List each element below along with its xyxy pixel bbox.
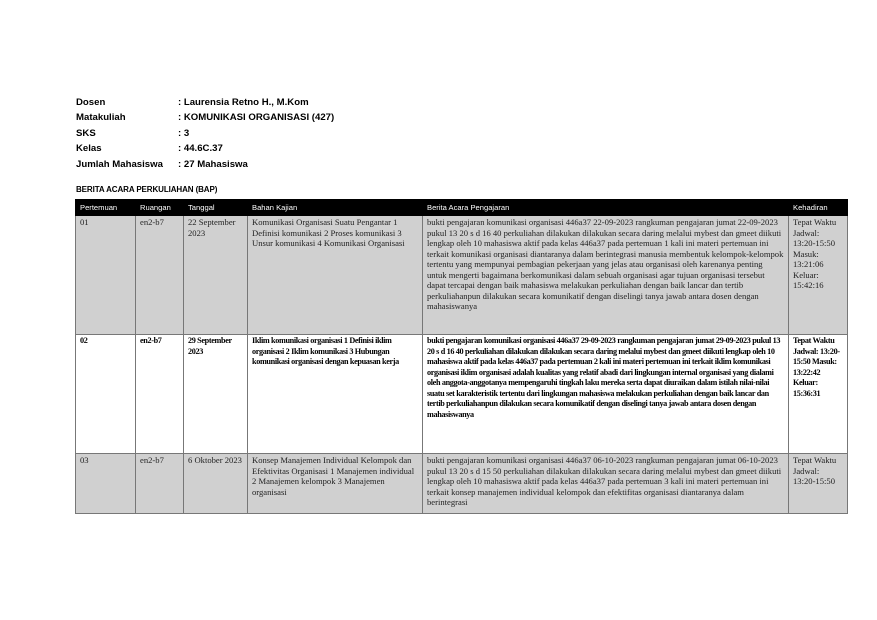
header-pertemuan: Pertemuan	[76, 200, 136, 216]
cell-bahan-kajian: Komunikasi Organisasi Suatu Pengantar 1 Definisi komunikasi 2 Proses komunikasi 3 Unsur komunikasi 4 Komunikasi Organisasi	[248, 216, 423, 335]
berita-acara-text: bukti pengajaran komunikasi organisasi 446a37 06-10-2023 rangkuman pengajaran jumat 06-10-2023 pukul 13 20 s d 15 50 perkuliahan dilakukan dilakukan secara daring melalui mybest dan gmeet diikuti lengkap oleh 10 mahasiswa aktif pada kelas 446a37 pada pertemuan 3 kali ini materi pertemuan ini terkait konsep manajemen individual kelompok dan efektifitas organisasi diantaranya dalam berintegrasi	[427, 455, 782, 507]
info-value: : Laurensia Retno H., M.Kom	[178, 97, 309, 108]
cell-pertemuan: 02	[76, 335, 136, 454]
cell-kehadiran: Tepat Waktu Jadwal: 13:20-15:50	[789, 454, 848, 514]
cell-berita-acara	[423, 454, 789, 514]
cell-ruangan: en2-b7	[136, 216, 184, 335]
cell-berita-acara: bukti pengajaran komunikasi organisasi 446a37 29-09-2023 rangkuman pengajaran jumat 29-09-2023 pukul 13 20 s d 16 40 perkuliahan dilakukan dilakukan secara daring melalui mybest dan gmeet diikuti lengkap oleh 10 mahasiswa aktif pada kelas 446a37 pada pertemuan 2 kali ini materi pertemuan ini terkait iklim komunikasi organisasi iklim organisasi adalah kualitas yang relatif abadi dari lingkungan internal organisasi yang dialami oleh anggota-anggotanya mempengaruhi tingkah laku mereka serta dapat diuraikan dalam istilah nilai-nilai suatu set karakteristik tertentu dari lingkungan mahasiswa melakukan perkuliahan dengan baik lancar dan tertib perkuliahanpun dilakukan secara komunikatif dengan diselingi tanya jawab antara dosen dengan mahasiswanya	[423, 335, 789, 454]
header-ruangan: Ruangan	[136, 200, 184, 216]
cell-bahan-kajian: Iklim komunikasi organisasi 1 Definisi iklim organisasi 2 Iklim komunikasi 3 Hubungan komunikasi organisasi dengan kepuasan kerja	[248, 335, 423, 454]
cell-kehadiran: Tepat Waktu Jadwal: 13:20-15:50 Masuk: 13:22:42 Keluar: 15:36:31	[789, 335, 848, 454]
table-row	[76, 454, 848, 514]
info-row-jumlah-mahasiswa	[76, 157, 334, 172]
table-row	[76, 216, 848, 335]
info-label: Jumlah Mahasiswa	[76, 158, 163, 170]
info-value: : 3	[178, 127, 190, 139]
bap-title: BERITA ACARA PERKULIAHAN (BAP)	[76, 185, 218, 194]
cell-bahan-kajian: Konsep Manajemen Individual Kelompok dan Efektivitas Organisasi 1 Manajemen individual 2 Manajemen kelompok 3 Manajemen organisasi	[248, 454, 423, 514]
info-row-matakuliah	[76, 110, 334, 125]
info-value: : 44.6C.37	[178, 143, 223, 155]
table-row	[76, 335, 848, 454]
cell-tanggal: 22 September 2023	[184, 216, 248, 335]
info-row-sks	[76, 126, 334, 141]
info-row-dosen	[76, 95, 334, 110]
info-value: : KOMUNIKASI ORGANISASI (427)	[178, 112, 335, 124]
info-label: Matakuliah	[76, 112, 126, 124]
cell-pertemuan: 03	[76, 454, 136, 514]
info-row-kelas	[76, 141, 334, 156]
info-label: SKS	[76, 127, 96, 139]
cell-kehadiran: Tepat Waktu Jadwal: 13:20-15:50 Masuk: 13:21:06 Keluar: 15:42:16	[789, 216, 848, 335]
cell-tanggal: 29 September 2023	[184, 335, 248, 454]
cell-pertemuan: 01	[76, 216, 136, 335]
cell-tanggal: 6 Oktober 2023	[184, 454, 248, 514]
cell-berita-acara: bukti pengajaran komunikasi organisasi 446a37 22-09-2023 rangkuman pengajaran jumat 22-09-2023 pukul 13 20 s d 16 40 perkuliahan dilakukan dilakukan secara daring melalui mybest dan gmeet diikuti lengkap oleh 10 mahasiswa aktif pada kelas 446a37 pada pertemuan 1 kali ini materi pertemuan ini terkait komunikasi organisasi diantaranya dalam berintegrasi manusia membentuk kelompok-kelompok tertentu yang mempunyai pembagian pekerjaan yang jelas atau organisasi oleh karenanya penting untuk mengerti bagaimana berkomunikasi dalam sebuah organisasi agar tujuan organisasi tersebut dapat tercapai dengan baik mahasiswa melakukan perkuliahan dengan baik lancar dan tertib perkuliahanpun dilakukan secara komunikatif dengan diselingi tanya jawab antara dosen dengan mahasiswanya	[423, 216, 789, 335]
header-bahan-kajian: Bahan Kajian	[248, 200, 423, 216]
header-tanggal: Tanggal	[184, 200, 248, 216]
info-value: : 27 Mahasiswa	[178, 158, 248, 170]
header-berita-acara: Berita Acara Pengajaran	[423, 200, 789, 216]
cell-ruangan: en2-b7	[136, 335, 184, 454]
bap-table	[75, 199, 848, 514]
table-header-row	[76, 200, 848, 216]
info-label: Dosen	[76, 97, 106, 108]
course-info	[76, 95, 334, 172]
header-kehadiran: Kehadiran	[789, 200, 848, 216]
cell-ruangan: en2-b7	[136, 454, 184, 514]
info-label: Kelas	[76, 143, 102, 155]
